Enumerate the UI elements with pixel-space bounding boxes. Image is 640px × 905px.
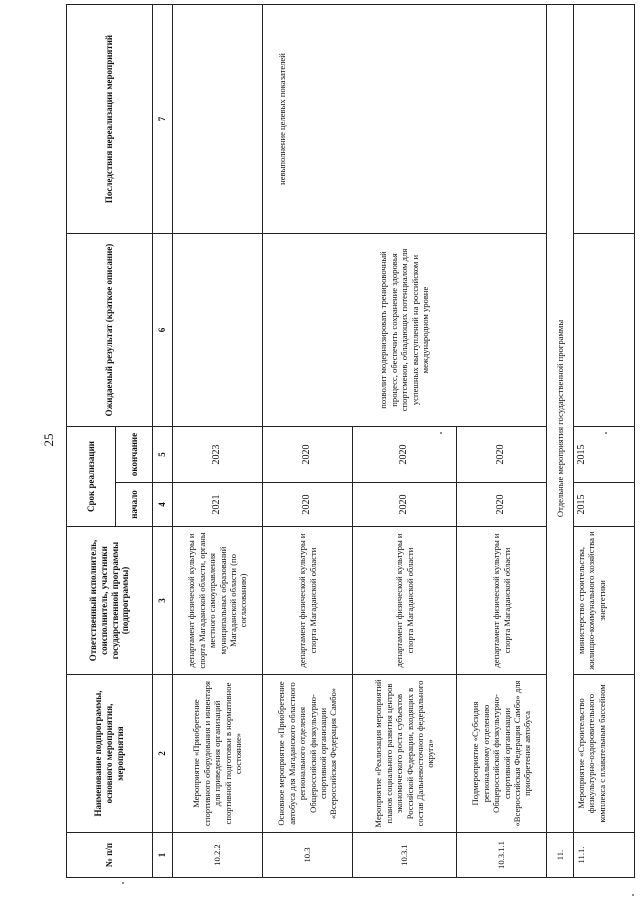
header-term: Срок реализации <box>67 427 116 527</box>
row-num: 10.3 <box>263 833 353 878</box>
column-number-row <box>153 5 173 878</box>
row-num: 10.3.1.1 <box>457 833 547 878</box>
column-number: 7 <box>153 5 173 234</box>
row-consequences-empty <box>173 5 263 234</box>
row-result-empty <box>173 234 263 427</box>
column-number: 1 <box>153 833 173 878</box>
row-name: Мероприятие «Приобретение спортивного оборудования и инвентаря для приведения организаций спортивной подготовки в нормативное состояние» <box>173 675 263 833</box>
header-consequences: Последствия нереализации мероприятий <box>67 5 153 234</box>
row-num: 10.2.2 <box>173 833 263 878</box>
row-end: 2023 <box>173 427 263 483</box>
row-name: Подмероприятие «Субсидия региональному отделению Общероссийской физкультурно-спортивной организации «Всероссийская Федерация Самбо» для приобретения автобуса <box>457 675 547 833</box>
column-number: 4 <box>153 483 173 527</box>
page-number: 25 <box>41 433 56 447</box>
merged-consequences <box>263 5 547 234</box>
row-executor: департамент физической культуры и спорта Магаданской области <box>353 527 457 675</box>
row-end: 2020 <box>353 427 457 483</box>
row-end: 2020 <box>263 427 353 483</box>
rotated-table-container <box>66 5 613 878</box>
table-row <box>263 5 353 878</box>
header-end: окончание <box>116 427 153 483</box>
row-executor: департамент физической культуры и спорта Магаданской области, органы местного самоуправления муниципальных образований Магаданской области (по согласованию) <box>173 527 263 675</box>
merged-consequences-text: невыполнение целевых показателей <box>277 53 287 185</box>
row-num: 11.1. <box>574 833 635 878</box>
header-result: Ожидаемый результат (краткое описание) <box>67 234 153 427</box>
header-row <box>67 5 116 878</box>
header-executor: Ответственный исполнитель, соисполнитель, участники государственной программы (подпрограммы) <box>67 527 153 675</box>
column-number: 2 <box>153 675 173 833</box>
row-executor: министерство строительства, жилищно-коммунального хозяйства и энергетики <box>574 527 635 675</box>
merged-result-text: позволит модернизировать тренировочный процесс, обеспечить сохранение здоровья спортсменов, обладающих потенциалом для успешных выступлений на российском и международном уровне <box>378 248 431 412</box>
column-number: 3 <box>153 527 173 675</box>
row-start: 2020 <box>457 483 547 527</box>
header-num: № п/п <box>67 833 153 878</box>
row-end: 2020 <box>457 427 547 483</box>
header-name: Наименование подпрограммы, основного мероприятия, мероприятия <box>67 675 153 833</box>
scan-speck <box>122 882 124 884</box>
row-result-empty <box>574 234 635 427</box>
column-number: 5 <box>153 427 173 483</box>
table-row <box>173 5 263 878</box>
row-start: 2020 <box>353 483 457 527</box>
row-start: 2015 <box>574 483 635 527</box>
row-name: Мероприятие «Строительство физкультурно-оздоровительного комплекса с плавательным бассейном <box>574 675 635 833</box>
row-end: 2015 <box>574 427 635 483</box>
column-number: 6 <box>153 234 173 427</box>
row-name: Мероприятие «Реализация мероприятий планов социального развития центров экономического роста субъектов Российской Федерации, входящих в состав Дальневосточного федерального округа» <box>353 675 457 833</box>
row-num: 10.3.1 <box>353 833 457 878</box>
scan-speck <box>605 432 607 434</box>
row-executor: департамент физической культуры и спорта Магаданской области <box>263 527 353 675</box>
section-num: 11. <box>547 833 574 878</box>
section-row <box>547 5 574 878</box>
merged-result <box>263 234 547 427</box>
scan-speck <box>632 894 634 896</box>
row-start: 2020 <box>263 483 353 527</box>
program-table <box>66 4 635 878</box>
row-consequences-empty <box>574 5 635 234</box>
row-start: 2021 <box>173 483 263 527</box>
row-name: Основное мероприятие «Приобретение автобуса для Магаданского областного регионального отделения Общероссийской физкультурно-спортивной организации «Всероссийская Федерация Самбо» <box>263 675 353 833</box>
header-start: начало <box>116 483 153 527</box>
section-title: Отдельные мероприятия государственной программы <box>547 5 574 833</box>
row-executor: департамент физической культуры и спорта Магаданской области <box>457 527 547 675</box>
table-row <box>574 5 635 878</box>
scan-speck <box>440 432 442 434</box>
